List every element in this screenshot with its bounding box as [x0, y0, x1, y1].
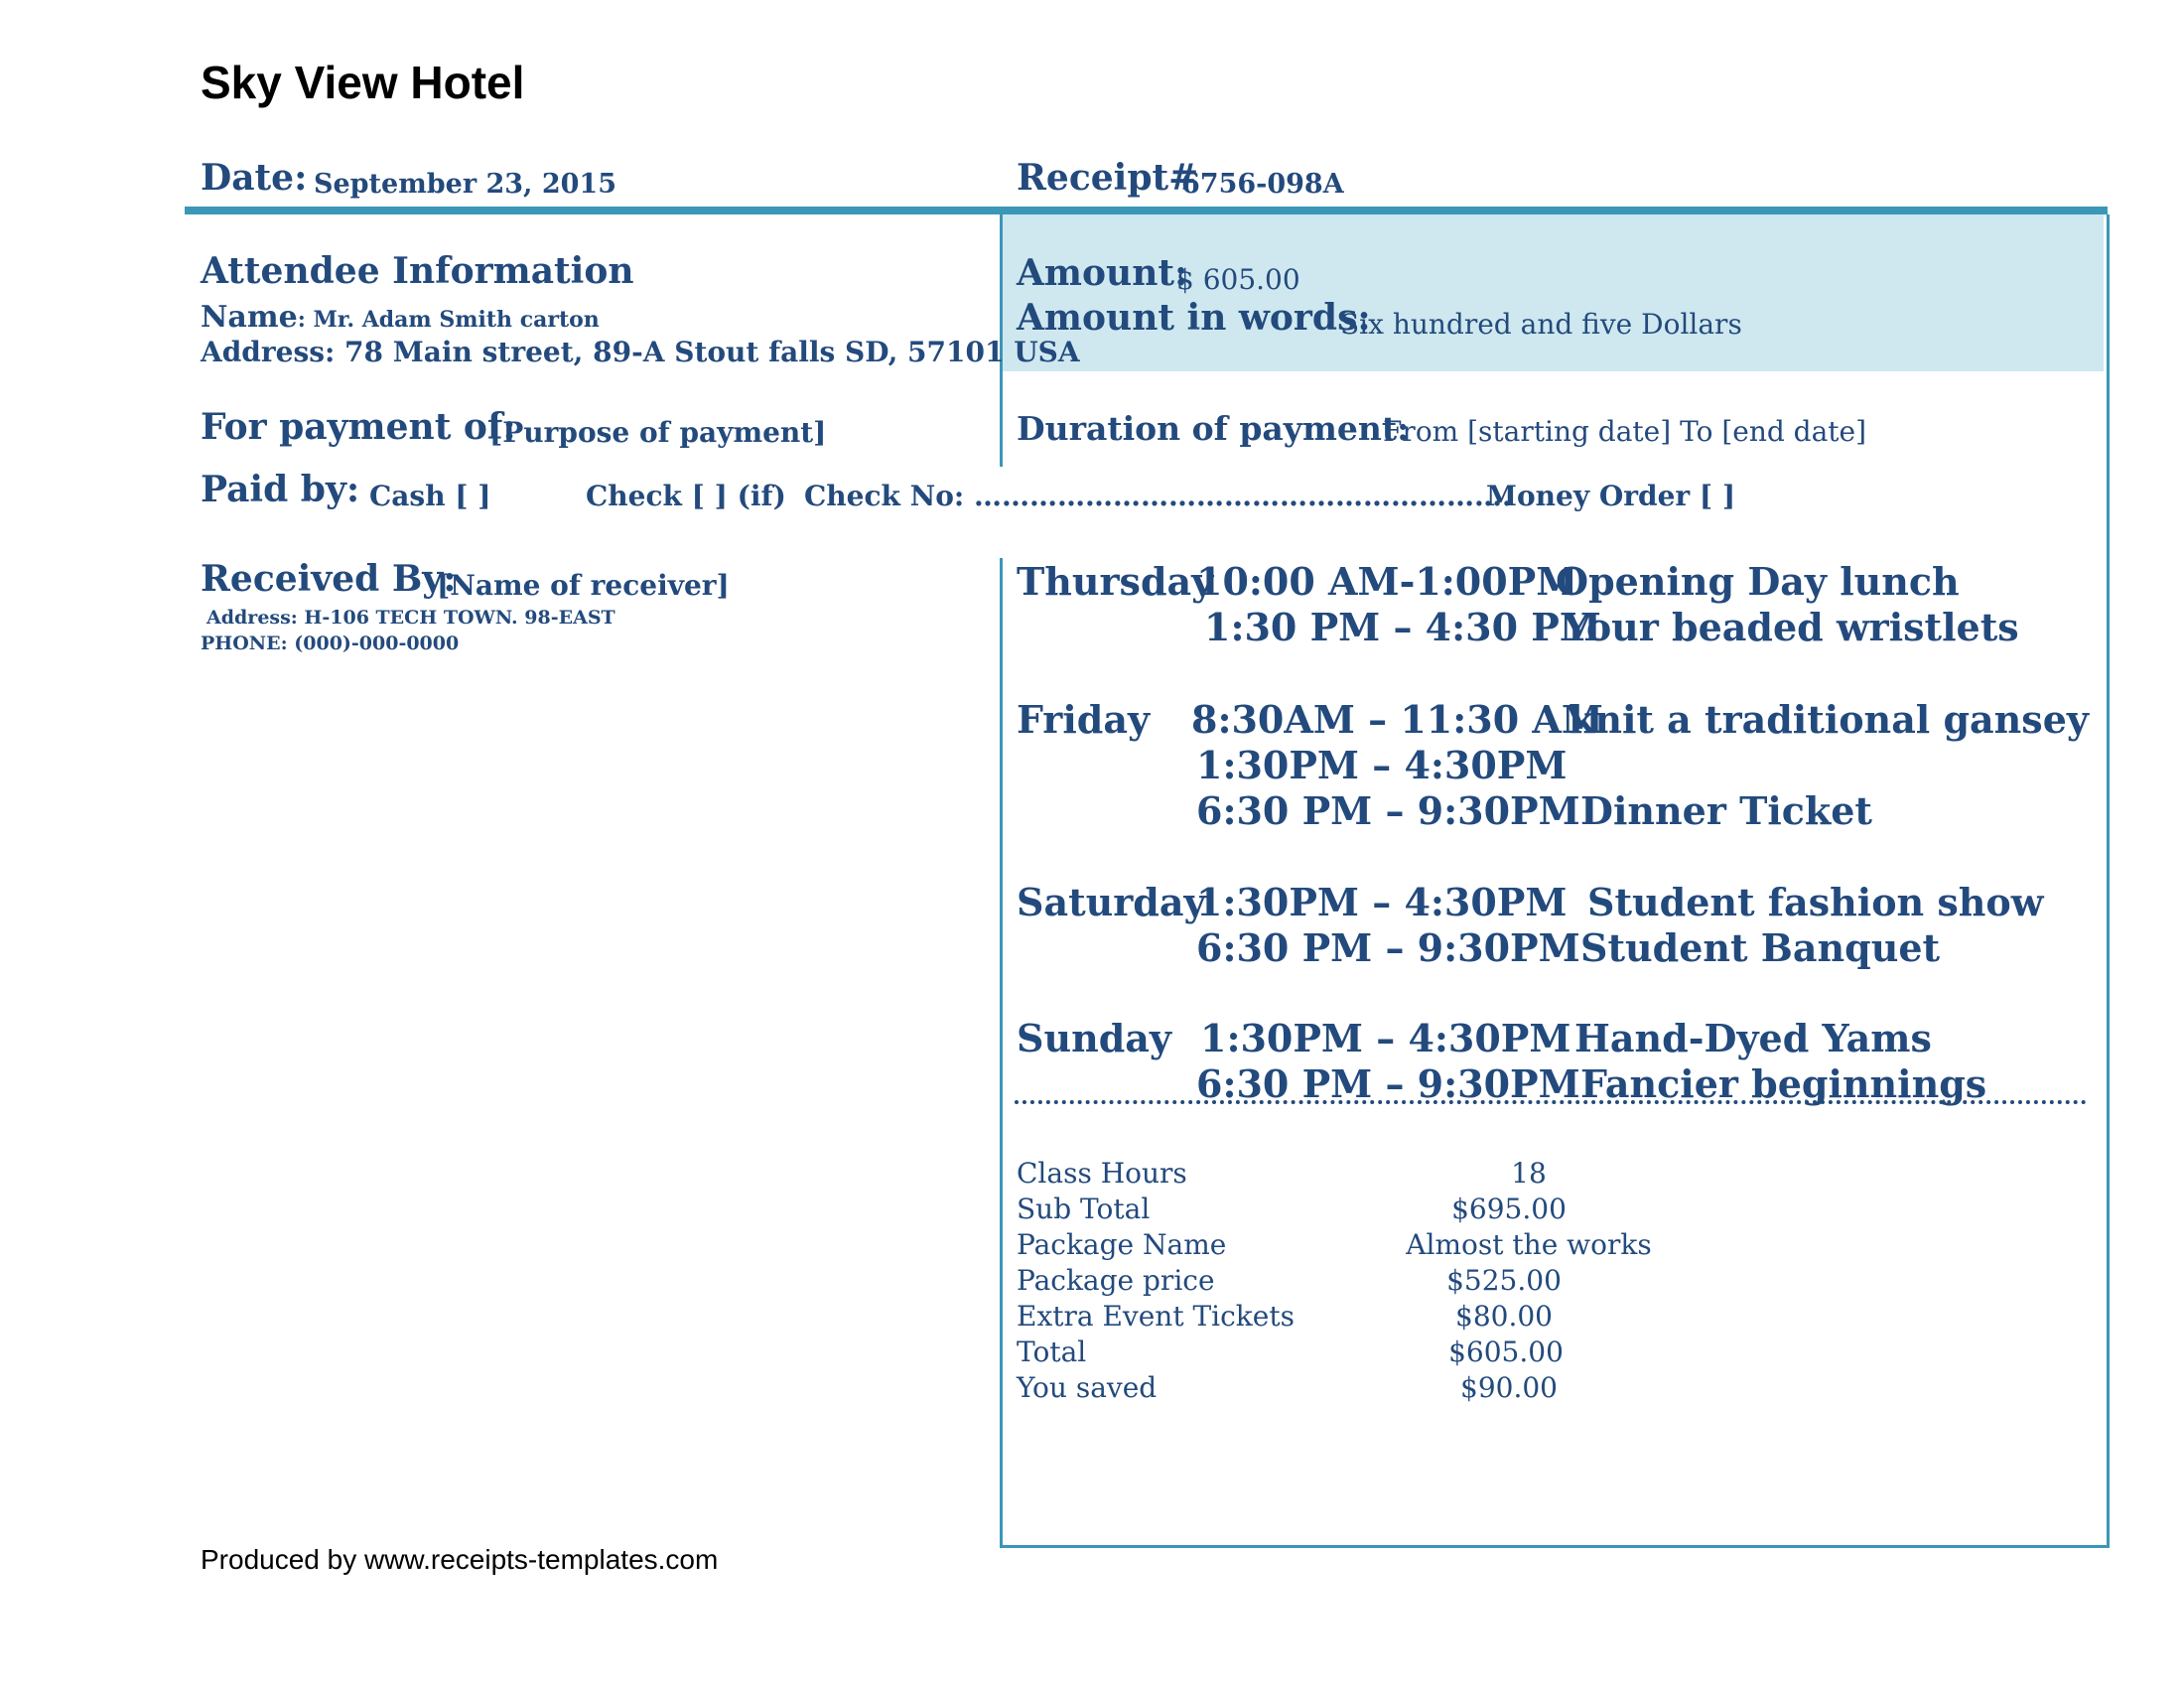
totals-label: Package price [1017, 1264, 1215, 1297]
footer-credit[interactable]: Produced by www.receipts-templates.com [201, 1544, 719, 1575]
schedule-day: Thursday [1017, 559, 1214, 604]
schedule-day: Saturday [1017, 880, 1206, 924]
totals-label: Total [1017, 1336, 1087, 1368]
totals-label: Package Name [1017, 1228, 1227, 1261]
schedule-event: Student Banquet [1580, 925, 1941, 970]
totals-label: You saved [1017, 1371, 1158, 1404]
totals-value: 18 [1511, 1157, 1547, 1190]
schedule-time: 1:30PM – 4:30PM [1196, 880, 1568, 924]
date-label: Date: [201, 157, 308, 199]
schedule-time: 1:30PM – 4:30PM [1196, 743, 1568, 787]
totals-label: Sub Total [1017, 1193, 1151, 1225]
receiver-address: Address: H-106 TECH TOWN. 98-EAST [206, 607, 615, 629]
receipt-number: 6756-098A [1181, 169, 1344, 200]
payment-for-label: For payment of: [201, 406, 516, 448]
schedule-event: knit a traditional gansey [1569, 697, 2089, 742]
schedule-time: 6:30 PM – 9:30PM [1196, 925, 1580, 970]
name-label: Name [201, 300, 298, 335]
amount-value: $ 605.00 [1176, 263, 1300, 296]
received-by-value: [Name of receiver] [437, 569, 730, 602]
amount-label: Amount: [1017, 252, 1188, 294]
header-rule [185, 207, 2108, 214]
hotel-title: Sky View Hotel [201, 57, 525, 108]
schedule-event: Student fashion show [1587, 880, 2044, 924]
schedule-event: Opening Day lunch [1556, 559, 1960, 604]
dotted-separator [1015, 1100, 2087, 1104]
schedule-event: Your beaded wristlets [1563, 605, 2019, 649]
check-option[interactable]: Check [ ] (if) [586, 480, 786, 512]
totals-label: Class Hours [1017, 1157, 1187, 1190]
check-number-field[interactable]: Check No: …………………………………………………. [804, 480, 1512, 512]
schedule-event: Hand-Dyed Yams [1574, 1016, 1932, 1060]
date-value: September 23, 2015 [314, 169, 616, 200]
totals-value: $525.00 [1446, 1264, 1562, 1297]
attendee-name-line [201, 300, 600, 335]
schedule-time: 1:30PM – 4:30PM [1200, 1016, 1571, 1060]
amount-words-value: Six hundred and five Dollars [1340, 308, 1742, 341]
schedule-day: Friday [1017, 697, 1151, 742]
money-order-option[interactable]: Money Order [ ] [1486, 480, 1736, 512]
received-by-label: Received By: [201, 558, 457, 600]
totals-value: $605.00 [1448, 1336, 1564, 1368]
schedule-day: Sunday [1017, 1016, 1171, 1060]
payment-for-value: [Purpose of payment] [489, 416, 827, 449]
schedule-time: 6:30 PM – 9:30PM [1196, 1061, 1580, 1106]
schedule-time: 8:30AM – 11:30 AM [1191, 697, 1603, 742]
duration-value: From [starting date] To [end date] [1383, 415, 1867, 448]
schedule-time: 1:30 PM – 4:30 PM [1204, 605, 1601, 649]
attendee-heading: Attendee Information [201, 250, 634, 292]
totals-value: Almost the works [1406, 1228, 1652, 1261]
cash-option[interactable]: Cash [ ] [369, 480, 491, 512]
receipt-label: Receipt# [1017, 157, 1199, 199]
schedule-event: Dinner Ticket [1580, 788, 1872, 833]
totals-value: $80.00 [1455, 1300, 1553, 1333]
schedule-time: 6:30 PM – 9:30PM [1196, 788, 1580, 833]
paid-by-label: Paid by: [201, 469, 360, 510]
totals-value: $90.00 [1460, 1371, 1558, 1404]
totals-value: $695.00 [1451, 1193, 1567, 1225]
schedule-event: Fancier beginnings [1580, 1061, 1987, 1106]
duration-label: Duration of payment: [1017, 409, 1410, 448]
attendee-address: Address: 78 Main street, 89-A Stout falls SD, 57101 USA [201, 336, 1080, 368]
totals-label: Extra Event Tickets [1017, 1300, 1295, 1333]
schedule-time: 10:00 AM-1:00PM [1196, 559, 1578, 604]
name-value: : Mr. Adam Smith carton [297, 307, 600, 333]
receiver-phone: PHONE: (000)-000-0000 [201, 633, 460, 654]
amount-words-label: Amount in words: [1017, 297, 1371, 339]
